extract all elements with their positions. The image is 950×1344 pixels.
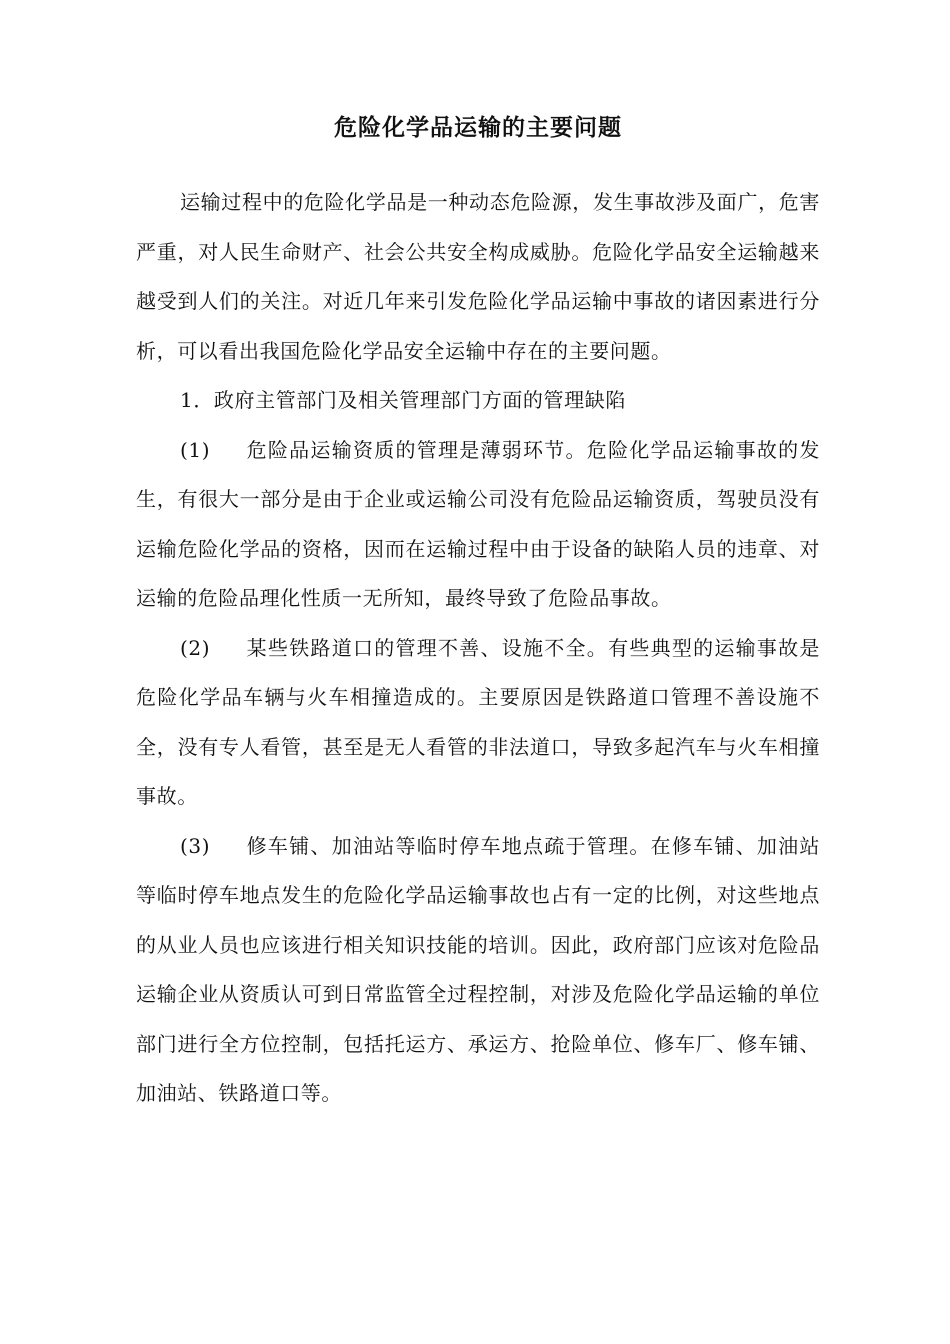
item-paragraph-1 [136,426,820,624]
document-title: 危险化学品运输的主要问题 [334,114,622,141]
item-paragraph-2 [136,624,820,822]
item-text: 修车铺、加油站等临时停车地点疏于管理。在修车铺、加油站等临时停车地点发生的危险化学品运输事故也占有一定的比例，对这些地点的从业人员也应该进行相关知识技能的培训。因此，政府部门应该对危险品运输企业从资质认可到日常监管全过程控制，对涉及危险化学品运输的单位部门进行全方位控制，包括托运方、承运方、抢险单位、修车厂、修车铺、加油站、铁路道口等。 [136,833,820,1105]
item-paragraph-3 [136,822,820,1119]
intro-paragraph: 运输过程中的危险化学品是一种动态危险源，发生事故涉及面广，危害严重，对人民生命财产、社会公共安全构成威胁。危险化学品安全运输越来越受到人们的关注。对近几年来引发危险化学品运输中事故的诸因素进行分析，可以看出我国危险化学品安全运输中存在的主要问题。 [136,190,820,363]
document-page [136,108,820,1119]
item-number: (2) [180,635,211,660]
item-number: (1) [180,437,211,462]
section-heading: 1．政府主管部门及相关管理部门方面的管理缺陷 [180,388,626,412]
item-number: (3) [180,833,211,858]
item-text: 危险品运输资质的管理是薄弱环节。危险化学品运输事故的发生，有很大一部分是由于企业或运输公司没有危险品运输资质，驾驶员没有运输危险化学品的资格，因而在运输过程中由于设备的缺陷人员的违章、对运输的危险品理化性质一无所知，最终导致了危险品事故。 [136,437,820,610]
item-text: 某些铁路道口的管理不善、设施不全。有些典型的运输事故是危险化学品车辆与火车相撞造成的。主要原因是铁路道口管理不善设施不全，没有专人看管，甚至是无人看管的非法道口，导致多起汽车与火车相撞事故。 [136,635,820,808]
